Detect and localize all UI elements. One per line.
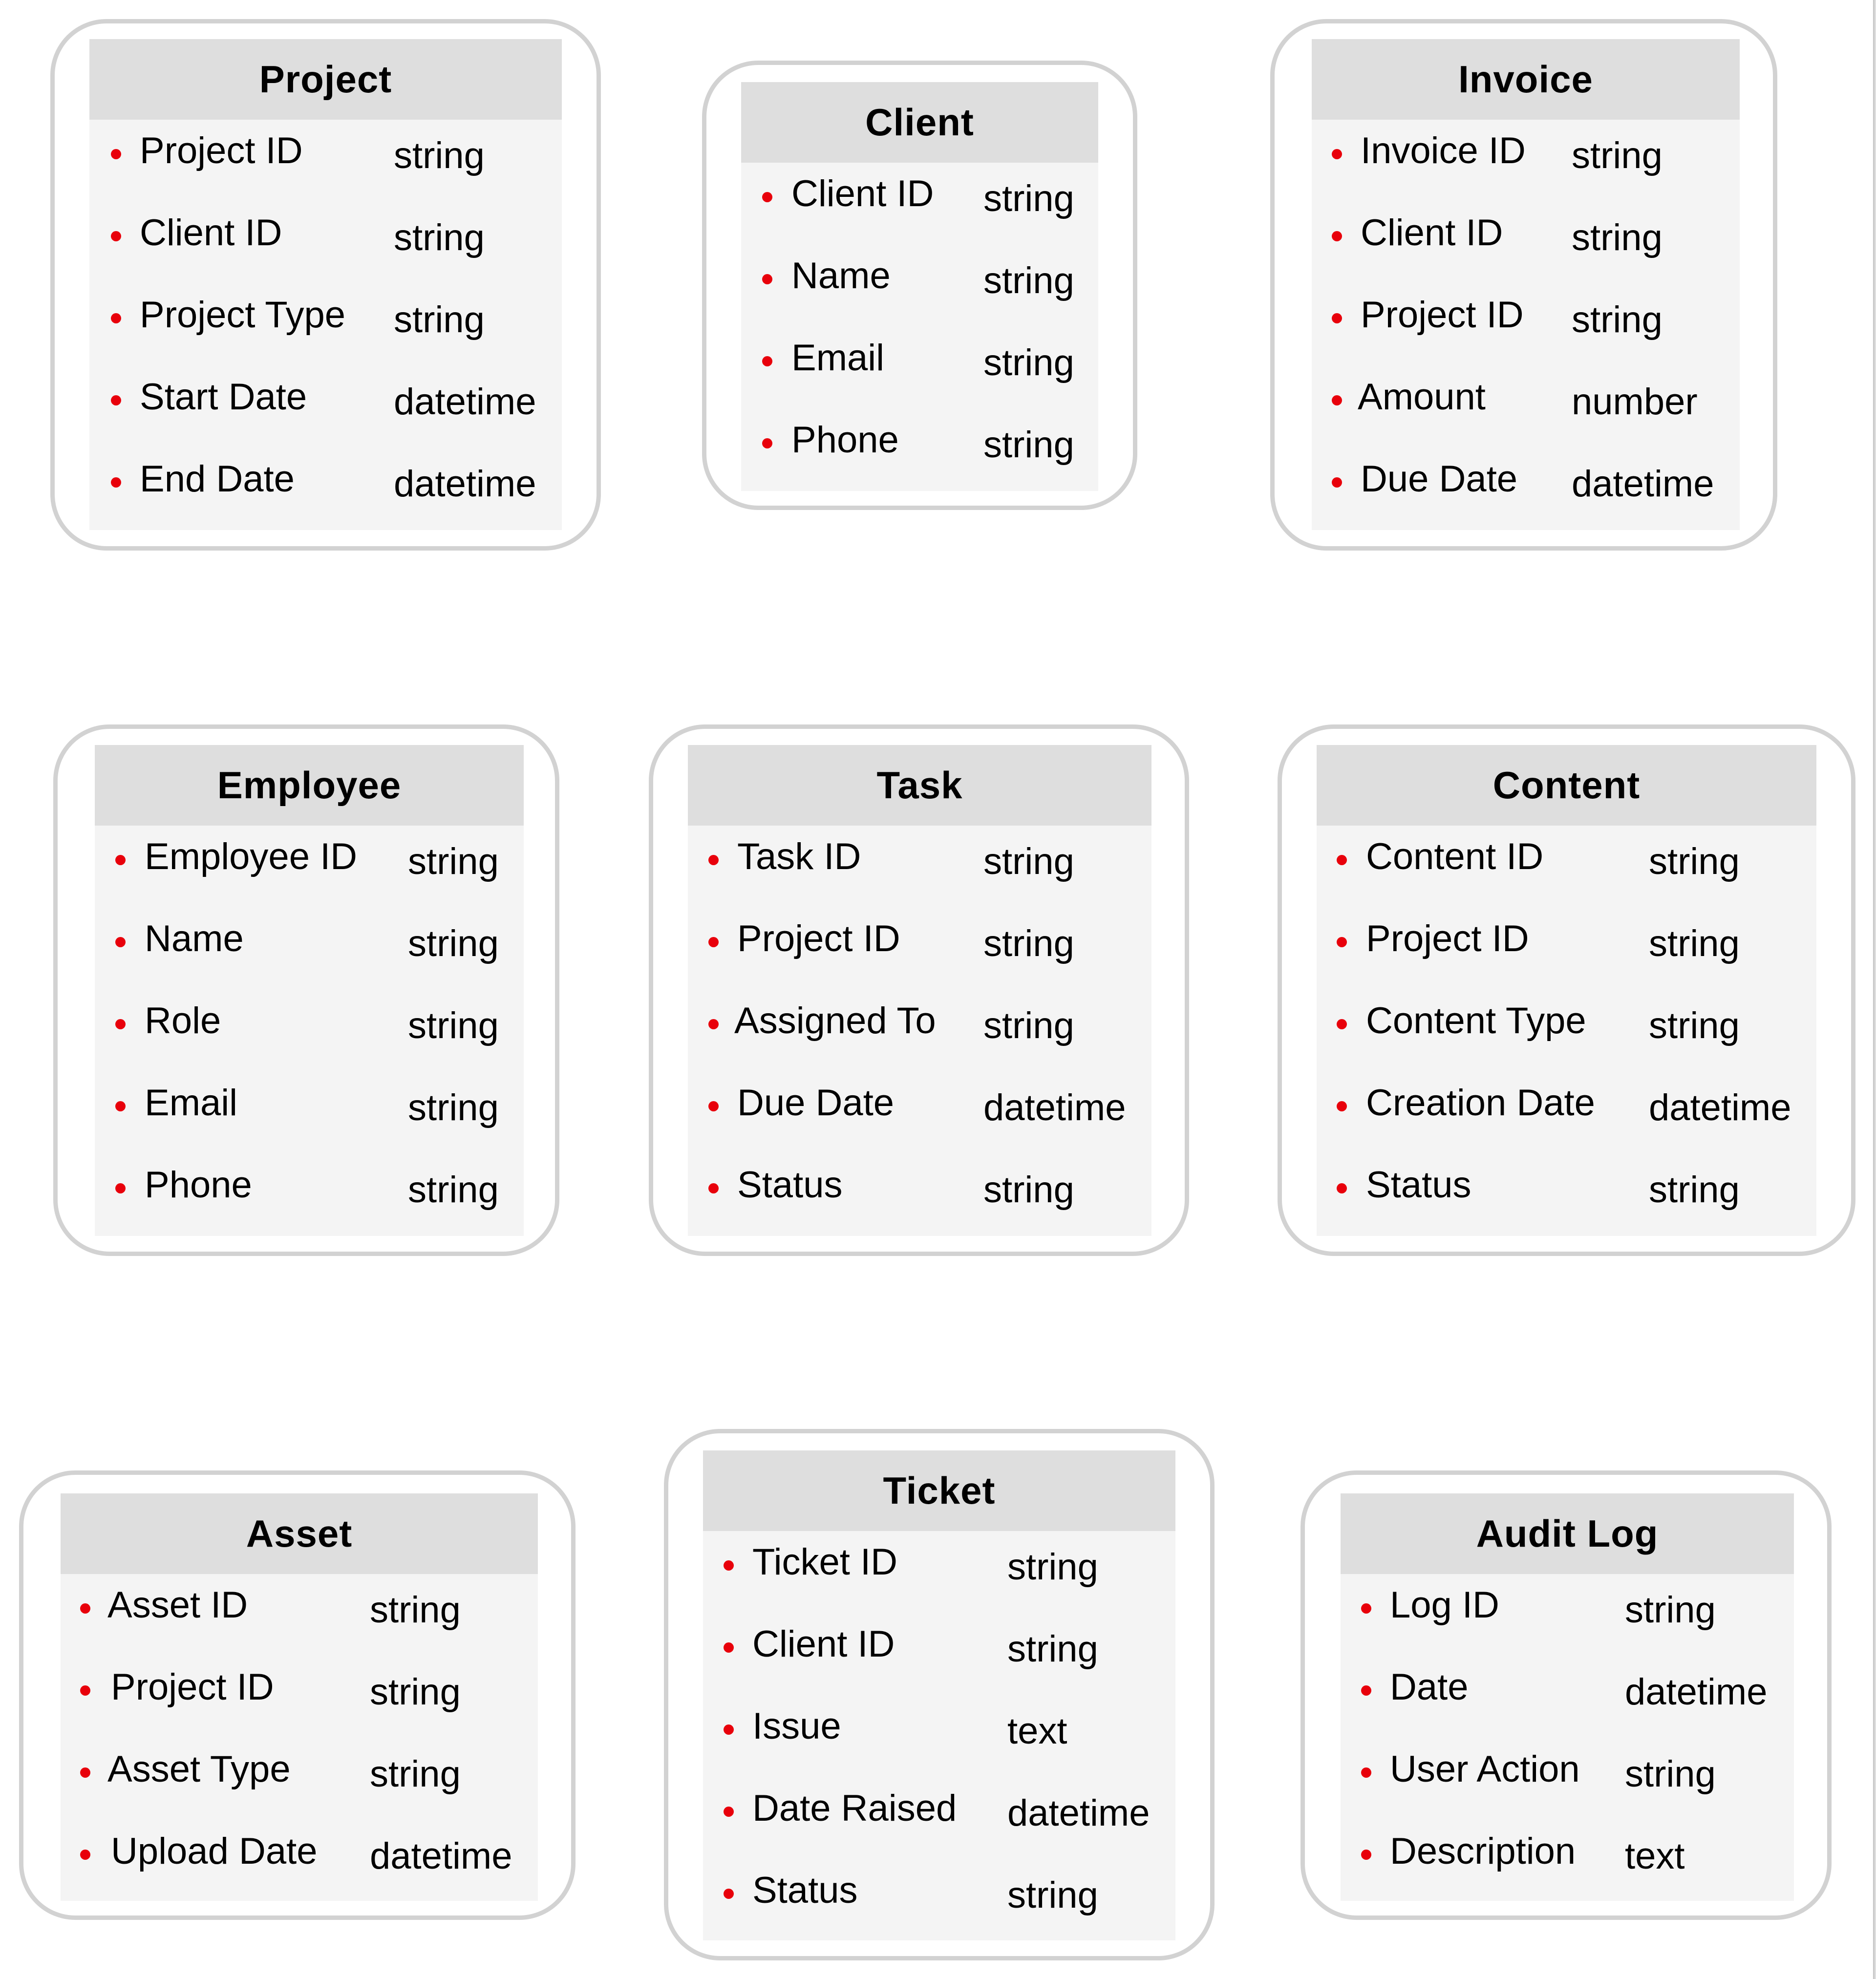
field-row <box>741 327 1098 409</box>
field-name: Due Date <box>737 1082 895 1124</box>
field-row <box>61 1574 538 1656</box>
field-row <box>1317 990 1816 1072</box>
bullet-icon <box>1361 1603 1371 1614</box>
field-name: Client ID <box>752 1623 895 1665</box>
field-type: string <box>408 1005 499 1046</box>
field-type: string <box>370 1753 461 1795</box>
bullet-icon <box>1337 855 1347 865</box>
field-name: Name <box>145 918 244 959</box>
entity-title: Invoice <box>1312 39 1740 120</box>
entity-audit-log-table <box>1341 1493 1794 1901</box>
bullet-icon <box>708 855 719 865</box>
field-name: Due Date <box>1361 458 1518 500</box>
field-row <box>89 120 562 202</box>
field-row <box>688 908 1151 990</box>
bullet-icon <box>80 1603 90 1614</box>
field-name: Content Type <box>1366 1000 1586 1042</box>
bullet-icon <box>724 1724 734 1735</box>
field-name: Client ID <box>140 212 282 254</box>
field-type: string <box>1625 1753 1716 1795</box>
field-type: string <box>1649 923 1740 964</box>
right-edge-scrollbar <box>1872 0 1876 1979</box>
field-type: datetime <box>1649 1087 1791 1128</box>
field-name: Status <box>1366 1164 1471 1206</box>
field-row <box>89 448 562 530</box>
field-type: string <box>394 217 485 258</box>
entity-title: Content <box>1317 745 1816 826</box>
bullet-icon <box>115 937 126 947</box>
field-type: string <box>408 1169 499 1211</box>
field-type: string <box>983 841 1074 882</box>
bullet-icon <box>111 231 121 241</box>
bullet-icon <box>1361 1685 1371 1696</box>
field-row <box>95 826 524 908</box>
field-row <box>688 1072 1151 1154</box>
entity-invoice-table <box>1312 39 1740 530</box>
field-name: Email <box>791 337 885 379</box>
field-name: Project ID <box>140 130 303 171</box>
field-name: Project ID <box>737 918 900 959</box>
field-type: string <box>983 1005 1074 1046</box>
field-type: text <box>1007 1710 1067 1752</box>
field-type: datetime <box>983 1087 1126 1128</box>
field-type: string <box>983 178 1074 219</box>
field-name: Invoice ID <box>1361 130 1526 171</box>
field-name: Content ID <box>1366 836 1544 877</box>
bullet-icon <box>724 1889 734 1899</box>
entity-title: Employee <box>95 745 524 826</box>
field-row <box>1341 1656 1794 1738</box>
field-type: datetime <box>1625 1671 1768 1713</box>
field-row <box>741 163 1098 245</box>
field-type: datetime <box>394 381 536 423</box>
entity-client-table <box>741 82 1098 491</box>
entity-title: Audit Log <box>1341 1493 1794 1574</box>
field-type: string <box>1649 841 1740 882</box>
field-type: string <box>983 1169 1074 1211</box>
field-name: Project Type <box>140 294 346 336</box>
bullet-icon <box>1337 1183 1347 1193</box>
bullet-icon <box>1361 1767 1371 1778</box>
bullet-icon <box>80 1685 90 1696</box>
field-row <box>1341 1820 1794 1902</box>
bullet-icon <box>724 1807 734 1817</box>
bullet-icon <box>1337 1019 1347 1029</box>
field-name: Ticket ID <box>752 1541 897 1583</box>
field-type: string <box>983 923 1074 964</box>
field-type: string <box>983 260 1074 301</box>
field-type: string <box>1007 1546 1098 1588</box>
bullet-icon <box>111 149 121 159</box>
field-row <box>703 1695 1175 1777</box>
field-name: Creation Date <box>1366 1082 1595 1124</box>
field-row <box>89 366 562 448</box>
field-row <box>703 1613 1175 1695</box>
field-type: datetime <box>1007 1792 1150 1834</box>
entity-employee-table <box>95 745 524 1236</box>
field-row <box>89 202 562 284</box>
field-name: Asset Type <box>107 1748 291 1790</box>
field-row <box>741 409 1098 491</box>
field-name: Project ID <box>1361 294 1524 336</box>
field-name: Status <box>737 1164 843 1206</box>
field-type: string <box>394 299 485 340</box>
field-type: string <box>1649 1005 1740 1046</box>
field-name: Date Raised <box>752 1787 957 1829</box>
field-row <box>1312 284 1740 366</box>
field-row <box>1317 1154 1816 1236</box>
bullet-icon <box>111 477 121 488</box>
bullet-icon <box>111 395 121 405</box>
entity-title: Ticket <box>703 1450 1175 1531</box>
field-type: string <box>1572 135 1663 176</box>
field-name: Phone <box>145 1164 252 1206</box>
field-row <box>741 245 1098 327</box>
field-name: Amount <box>1358 376 1486 418</box>
field-row <box>688 826 1151 908</box>
field-type: string <box>983 342 1074 383</box>
field-type: string <box>1007 1628 1098 1670</box>
field-row <box>1312 366 1740 448</box>
entity-title: Asset <box>61 1493 538 1574</box>
field-name: Start Date <box>140 376 307 418</box>
bullet-icon <box>1332 231 1342 241</box>
bullet-icon <box>115 1183 126 1193</box>
field-type: string <box>1572 217 1663 258</box>
bullet-icon <box>111 313 121 323</box>
field-name: Phone <box>791 419 899 461</box>
field-name: Name <box>791 255 891 297</box>
field-name: Assigned To <box>734 1000 936 1042</box>
bullet-icon <box>762 356 772 366</box>
field-type: string <box>1572 299 1663 340</box>
field-row <box>703 1777 1175 1859</box>
field-row <box>95 1072 524 1154</box>
bullet-icon <box>762 192 772 202</box>
field-type: string <box>1007 1874 1098 1916</box>
field-type: string <box>408 923 499 964</box>
field-row <box>1317 908 1816 990</box>
field-name: Status <box>752 1870 858 1911</box>
field-name: Email <box>145 1082 238 1124</box>
field-row <box>61 1738 538 1820</box>
bullet-icon <box>1337 1101 1347 1111</box>
bullet-icon <box>80 1767 90 1778</box>
bullet-icon <box>115 1101 126 1111</box>
field-row <box>1312 202 1740 284</box>
field-type: string <box>1625 1589 1716 1631</box>
field-name: Client ID <box>791 173 934 214</box>
field-type: string <box>394 135 485 176</box>
field-row <box>703 1859 1175 1941</box>
field-name: Issue <box>752 1705 841 1747</box>
bullet-icon <box>708 1101 719 1111</box>
field-name: Project ID <box>1366 918 1529 959</box>
field-row <box>1341 1574 1794 1656</box>
field-name: Upload Date <box>111 1830 318 1872</box>
field-name: Date <box>1390 1666 1469 1708</box>
field-row <box>1317 1072 1816 1154</box>
entity-project-table <box>89 39 562 530</box>
field-row <box>1312 120 1740 202</box>
field-row <box>688 990 1151 1072</box>
entity-ticket-table <box>703 1450 1175 1940</box>
bullet-icon <box>724 1642 734 1653</box>
field-row <box>95 908 524 990</box>
field-type: string <box>370 1589 461 1631</box>
bullet-icon <box>708 937 719 947</box>
bullet-icon <box>80 1850 90 1860</box>
field-name: Client ID <box>1361 212 1503 254</box>
field-row <box>95 1154 524 1236</box>
field-type: datetime <box>394 463 536 505</box>
field-type: string <box>983 424 1074 466</box>
bullet-icon <box>1332 395 1342 405</box>
field-row <box>61 1656 538 1738</box>
field-type: datetime <box>1572 463 1714 505</box>
field-row <box>1312 448 1740 530</box>
field-row <box>61 1820 538 1902</box>
bullet-icon <box>1361 1850 1371 1860</box>
entity-title: Task <box>688 745 1151 826</box>
bullet-icon <box>762 274 772 284</box>
field-name: End Date <box>140 458 295 500</box>
field-name: Description <box>1390 1830 1576 1872</box>
bullet-icon <box>708 1019 719 1029</box>
bullet-icon <box>115 1019 126 1029</box>
bullet-icon <box>1332 313 1342 323</box>
field-name: Project ID <box>111 1666 274 1708</box>
field-type: string <box>408 1087 499 1128</box>
bullet-icon <box>115 855 126 865</box>
field-name: Task ID <box>737 836 861 877</box>
field-name: Employee ID <box>145 836 358 877</box>
bullet-icon <box>1332 149 1342 159</box>
field-type: string <box>408 841 499 882</box>
bullet-icon <box>762 438 772 448</box>
entity-content-table <box>1317 745 1816 1236</box>
field-type: datetime <box>370 1835 512 1877</box>
bullet-icon <box>1332 477 1342 488</box>
bullet-icon <box>1337 937 1347 947</box>
field-row <box>95 990 524 1072</box>
field-type: string <box>1649 1169 1740 1211</box>
field-row <box>1317 826 1816 908</box>
entity-title: Client <box>741 82 1098 163</box>
field-name: Asset ID <box>107 1584 248 1626</box>
entity-asset-table <box>61 1493 538 1901</box>
entity-task-table <box>688 745 1151 1236</box>
field-name: User Action <box>1390 1748 1580 1790</box>
field-type: string <box>370 1671 461 1713</box>
field-row <box>703 1531 1175 1613</box>
field-type: number <box>1572 381 1698 423</box>
field-name: Log ID <box>1390 1584 1499 1626</box>
field-row <box>1341 1738 1794 1820</box>
field-name: Role <box>145 1000 221 1042</box>
entity-title: Project <box>89 39 562 120</box>
bullet-icon <box>724 1560 734 1571</box>
field-row <box>89 284 562 366</box>
bullet-icon <box>708 1183 719 1193</box>
field-row <box>688 1154 1151 1236</box>
field-type: text <box>1625 1835 1685 1877</box>
